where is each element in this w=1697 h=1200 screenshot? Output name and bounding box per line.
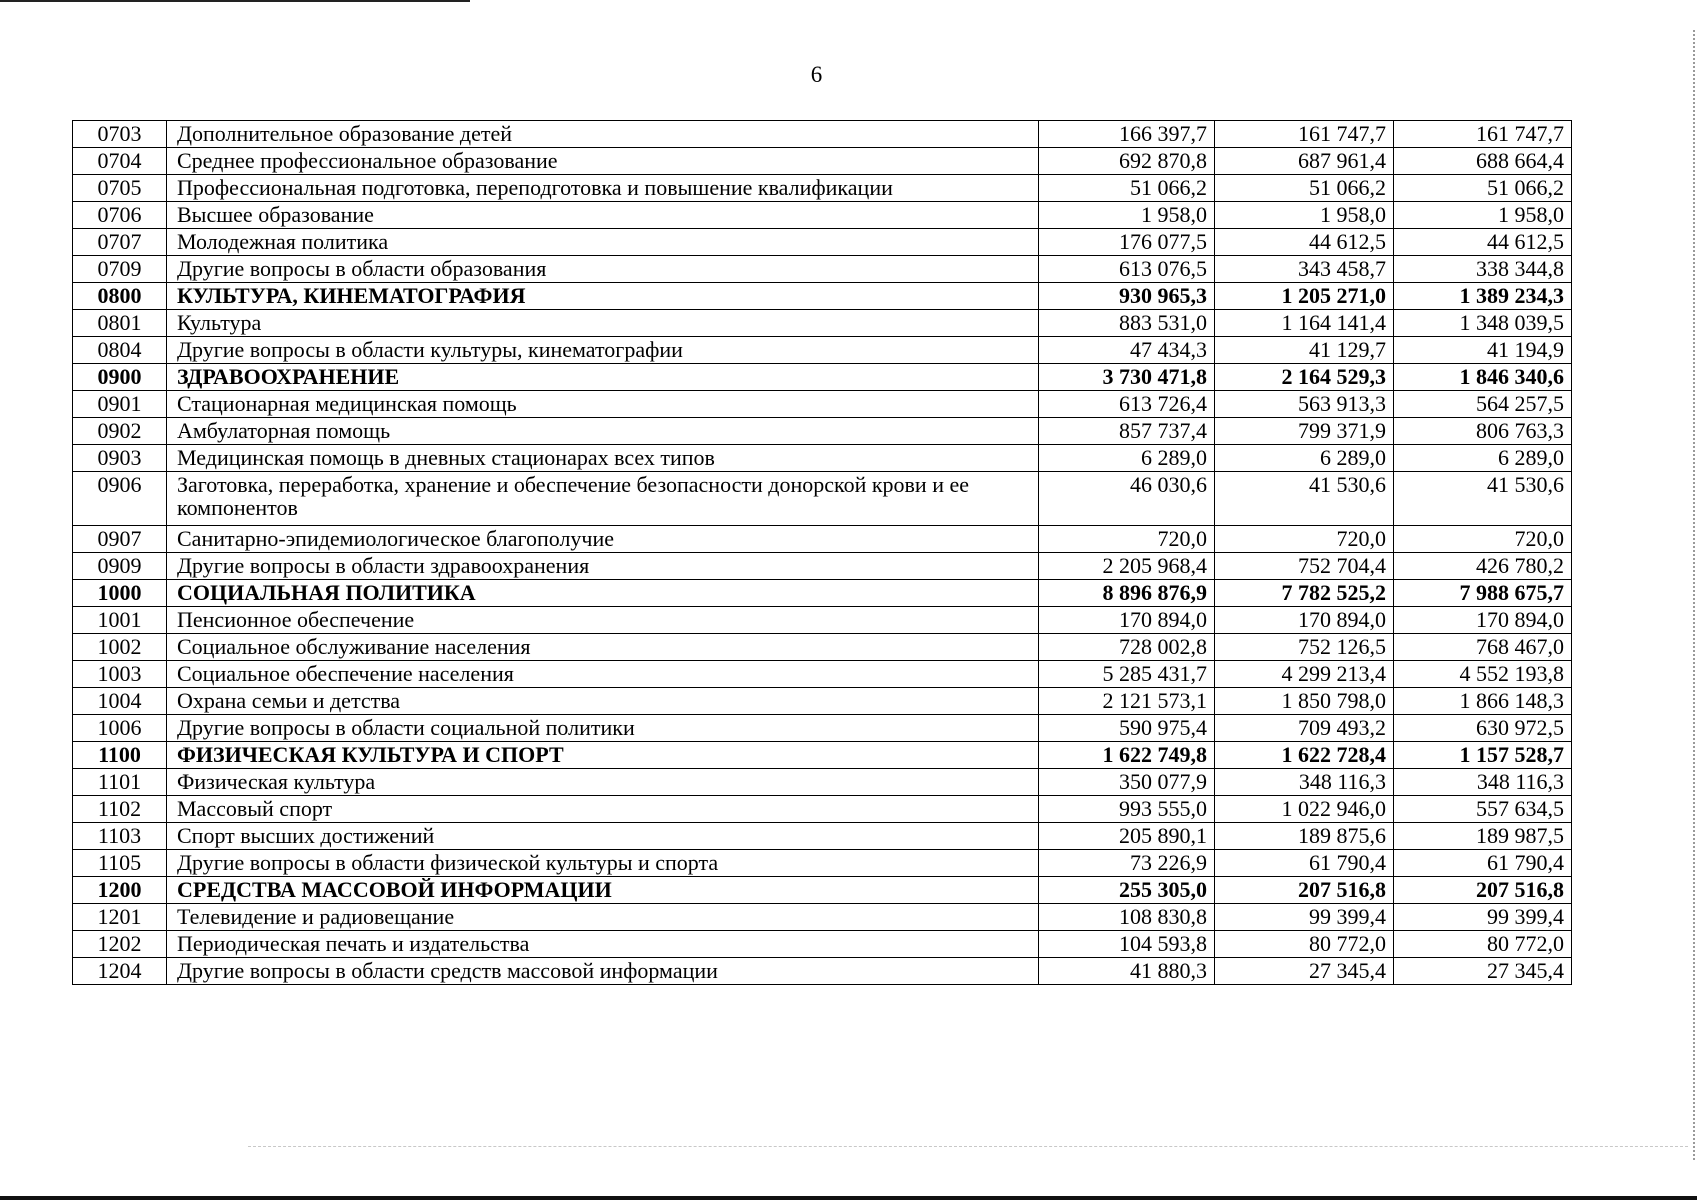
- table-row: [73, 202, 1572, 229]
- scan-edge-top: [0, 0, 470, 2]
- table-row: [73, 445, 1572, 472]
- cell-value-1: 857 737,4: [1039, 418, 1215, 445]
- cell-value-2: 1 622 728,4: [1215, 742, 1394, 769]
- cell-value-2: 61 790,4: [1215, 850, 1394, 877]
- cell-name: Пенсионное обеспечение: [167, 607, 1039, 634]
- cell-value-2: 170 894,0: [1215, 607, 1394, 634]
- budget-table-body: [73, 121, 1572, 985]
- cell-code: 1102: [73, 796, 167, 823]
- cell-value-3: 161 747,7: [1394, 121, 1572, 148]
- cell-value-1: 1 958,0: [1039, 202, 1215, 229]
- cell-code: 0902: [73, 418, 167, 445]
- cell-value-2: 720,0: [1215, 526, 1394, 553]
- cell-code: 1204: [73, 958, 167, 985]
- cell-value-2: 41 129,7: [1215, 337, 1394, 364]
- cell-value-3: 41 194,9: [1394, 337, 1572, 364]
- cell-name: КУЛЬТУРА, КИНЕМАТОГРАФИЯ: [167, 283, 1039, 310]
- cell-value-3: 4 552 193,8: [1394, 661, 1572, 688]
- cell-value-1: 8 896 876,9: [1039, 580, 1215, 607]
- cell-value-1: 3 730 471,8: [1039, 364, 1215, 391]
- cell-name: Амбулаторная помощь: [167, 418, 1039, 445]
- cell-value-1: 590 975,4: [1039, 715, 1215, 742]
- scan-edge-bottom: [0, 1196, 1697, 1200]
- table-row: [73, 769, 1572, 796]
- cell-value-1: 728 002,8: [1039, 634, 1215, 661]
- cell-code: 1200: [73, 877, 167, 904]
- cell-name: Профессиональная подготовка, переподготовка и повышение квалификации: [167, 175, 1039, 202]
- cell-code: 0706: [73, 202, 167, 229]
- table-row: [73, 229, 1572, 256]
- cell-value-2: 7 782 525,2: [1215, 580, 1394, 607]
- cell-value-2: 1 850 798,0: [1215, 688, 1394, 715]
- cell-value-1: 51 066,2: [1039, 175, 1215, 202]
- cell-name: Другие вопросы в области средств массовой информации: [167, 958, 1039, 985]
- table-row: [73, 553, 1572, 580]
- cell-value-1: 6 289,0: [1039, 445, 1215, 472]
- cell-value-3: 720,0: [1394, 526, 1572, 553]
- cell-value-1: 350 077,9: [1039, 769, 1215, 796]
- cell-value-3: 768 467,0: [1394, 634, 1572, 661]
- cell-value-1: 5 285 431,7: [1039, 661, 1215, 688]
- cell-value-2: 799 371,9: [1215, 418, 1394, 445]
- cell-code: 1202: [73, 931, 167, 958]
- cell-name: Периодическая печать и издательства: [167, 931, 1039, 958]
- cell-value-1: 104 593,8: [1039, 931, 1215, 958]
- cell-name: Заготовка, переработка, хранение и обеспечение безопасности донорской крови и ее компонентов: [167, 472, 1039, 526]
- cell-name: Спорт высших достижений: [167, 823, 1039, 850]
- cell-code: 1101: [73, 769, 167, 796]
- cell-value-2: 189 875,6: [1215, 823, 1394, 850]
- cell-value-2: 80 772,0: [1215, 931, 1394, 958]
- table-row: [73, 958, 1572, 985]
- table-row-section: [73, 283, 1572, 310]
- cell-value-2: 27 345,4: [1215, 958, 1394, 985]
- cell-value-2: 1 958,0: [1215, 202, 1394, 229]
- cell-value-1: 41 880,3: [1039, 958, 1215, 985]
- page-number: 6: [810, 62, 823, 87]
- cell-value-2: 709 493,2: [1215, 715, 1394, 742]
- cell-name: Другие вопросы в области культуры, кинематографии: [167, 337, 1039, 364]
- cell-value-1: 692 870,8: [1039, 148, 1215, 175]
- table-row: [73, 526, 1572, 553]
- cell-name: Дополнительное образование детей: [167, 121, 1039, 148]
- table-row: [73, 796, 1572, 823]
- cell-code: 0703: [73, 121, 167, 148]
- cell-value-3: 207 516,8: [1394, 877, 1572, 904]
- cell-value-3: 1 157 528,7: [1394, 742, 1572, 769]
- table-row: [73, 688, 1572, 715]
- cell-value-2: 41 530,6: [1215, 472, 1394, 526]
- cell-code: 0900: [73, 364, 167, 391]
- cell-value-3: 41 530,6: [1394, 472, 1572, 526]
- cell-value-3: 1 389 234,3: [1394, 283, 1572, 310]
- cell-value-3: 426 780,2: [1394, 553, 1572, 580]
- cell-value-2: 687 961,4: [1215, 148, 1394, 175]
- cell-name: Стационарная медицинская помощь: [167, 391, 1039, 418]
- cell-value-1: 613 076,5: [1039, 256, 1215, 283]
- cell-value-1: 166 397,7: [1039, 121, 1215, 148]
- cell-value-3: 7 988 675,7: [1394, 580, 1572, 607]
- cell-code: 1105: [73, 850, 167, 877]
- cell-code: 0705: [73, 175, 167, 202]
- cell-value-3: 80 772,0: [1394, 931, 1572, 958]
- cell-code: 0901: [73, 391, 167, 418]
- cell-value-3: 1 348 039,5: [1394, 310, 1572, 337]
- table-row: [73, 715, 1572, 742]
- cell-value-1: 993 555,0: [1039, 796, 1215, 823]
- cell-value-1: 46 030,6: [1039, 472, 1215, 526]
- scan-edge-right: [1693, 30, 1697, 1160]
- cell-value-2: 6 289,0: [1215, 445, 1394, 472]
- table-row: [73, 823, 1572, 850]
- cell-name: ФИЗИЧЕСКАЯ КУЛЬТУРА И СПОРТ: [167, 742, 1039, 769]
- cell-value-3: 564 257,5: [1394, 391, 1572, 418]
- cell-code: 0907: [73, 526, 167, 553]
- cell-code: 0707: [73, 229, 167, 256]
- cell-code: 1103: [73, 823, 167, 850]
- cell-code: 1201: [73, 904, 167, 931]
- cell-value-2: 752 704,4: [1215, 553, 1394, 580]
- cell-name: Культура: [167, 310, 1039, 337]
- table-row: [73, 121, 1572, 148]
- cell-code: 0906: [73, 472, 167, 526]
- cell-value-3: 1 846 340,6: [1394, 364, 1572, 391]
- cell-value-2: 4 299 213,4: [1215, 661, 1394, 688]
- cell-value-2: 44 612,5: [1215, 229, 1394, 256]
- table-row-section: [73, 364, 1572, 391]
- cell-value-1: 883 531,0: [1039, 310, 1215, 337]
- cell-code: 1100: [73, 742, 167, 769]
- cell-value-2: 99 399,4: [1215, 904, 1394, 931]
- cell-value-3: 630 972,5: [1394, 715, 1572, 742]
- table-row: [73, 256, 1572, 283]
- cell-value-2: 207 516,8: [1215, 877, 1394, 904]
- cell-name: Другие вопросы в области образования: [167, 256, 1039, 283]
- cell-value-1: 255 305,0: [1039, 877, 1215, 904]
- scan-artifact-line: [248, 1146, 1688, 1147]
- table-row: [73, 337, 1572, 364]
- cell-value-3: 27 345,4: [1394, 958, 1572, 985]
- table-row: [73, 634, 1572, 661]
- cell-name: Другие вопросы в области социальной политики: [167, 715, 1039, 742]
- table-row: [73, 148, 1572, 175]
- cell-name: Высшее образование: [167, 202, 1039, 229]
- table-row: [73, 175, 1572, 202]
- cell-value-3: 338 344,8: [1394, 256, 1572, 283]
- cell-name: Другие вопросы в области физической культуры и спорта: [167, 850, 1039, 877]
- cell-code: 1000: [73, 580, 167, 607]
- cell-value-3: 557 634,5: [1394, 796, 1572, 823]
- cell-value-2: 161 747,7: [1215, 121, 1394, 148]
- cell-code: 1006: [73, 715, 167, 742]
- cell-value-1: 2 205 968,4: [1039, 553, 1215, 580]
- cell-value-2: 563 913,3: [1215, 391, 1394, 418]
- cell-value-1: 930 965,3: [1039, 283, 1215, 310]
- cell-name: ЗДРАВООХРАНЕНИЕ: [167, 364, 1039, 391]
- cell-code: 0709: [73, 256, 167, 283]
- cell-name: Социальное обеспечение населения: [167, 661, 1039, 688]
- cell-value-1: 2 121 573,1: [1039, 688, 1215, 715]
- cell-value-2: 343 458,7: [1215, 256, 1394, 283]
- cell-value-1: 1 622 749,8: [1039, 742, 1215, 769]
- cell-name: Молодежная политика: [167, 229, 1039, 256]
- table-row: [73, 418, 1572, 445]
- cell-value-1: 170 894,0: [1039, 607, 1215, 634]
- table-row-section: [73, 580, 1572, 607]
- cell-value-3: 688 664,4: [1394, 148, 1572, 175]
- cell-value-3: 1 866 148,3: [1394, 688, 1572, 715]
- cell-name: Физическая культура: [167, 769, 1039, 796]
- table-row: [73, 391, 1572, 418]
- table-row: [73, 472, 1572, 526]
- cell-value-1: 613 726,4: [1039, 391, 1215, 418]
- cell-value-2: 752 126,5: [1215, 634, 1394, 661]
- cell-value-1: 47 434,3: [1039, 337, 1215, 364]
- table-row-section: [73, 877, 1572, 904]
- cell-value-1: 205 890,1: [1039, 823, 1215, 850]
- table-row: [73, 607, 1572, 634]
- cell-code: 0704: [73, 148, 167, 175]
- table-row: [73, 850, 1572, 877]
- cell-value-1: 108 830,8: [1039, 904, 1215, 931]
- cell-name: Массовый спорт: [167, 796, 1039, 823]
- cell-code: 0804: [73, 337, 167, 364]
- cell-code: 1002: [73, 634, 167, 661]
- cell-value-2: 1 022 946,0: [1215, 796, 1394, 823]
- cell-name: Охрана семьи и детства: [167, 688, 1039, 715]
- cell-value-1: 720,0: [1039, 526, 1215, 553]
- cell-value-1: 176 077,5: [1039, 229, 1215, 256]
- cell-code: 0903: [73, 445, 167, 472]
- cell-name: СОЦИАЛЬНАЯ ПОЛИТИКА: [167, 580, 1039, 607]
- cell-name: Другие вопросы в области здравоохранения: [167, 553, 1039, 580]
- table-row: [73, 931, 1572, 958]
- cell-value-2: 51 066,2: [1215, 175, 1394, 202]
- table-row: [73, 661, 1572, 688]
- cell-value-1: 73 226,9: [1039, 850, 1215, 877]
- cell-name: Медицинская помощь в дневных стационарах всех типов: [167, 445, 1039, 472]
- cell-value-3: 189 987,5: [1394, 823, 1572, 850]
- cell-value-3: 348 116,3: [1394, 769, 1572, 796]
- cell-code: 1001: [73, 607, 167, 634]
- cell-code: 0801: [73, 310, 167, 337]
- cell-value-2: 2 164 529,3: [1215, 364, 1394, 391]
- cell-value-2: 1 205 271,0: [1215, 283, 1394, 310]
- cell-value-2: 1 164 141,4: [1215, 310, 1394, 337]
- cell-value-2: 348 116,3: [1215, 769, 1394, 796]
- cell-name: Социальное обслуживание населения: [167, 634, 1039, 661]
- cell-value-3: 170 894,0: [1394, 607, 1572, 634]
- table-row: [73, 904, 1572, 931]
- cell-name: Санитарно-эпидемиологическое благополучие: [167, 526, 1039, 553]
- cell-name: СРЕДСТВА МАССОВОЙ ИНФОРМАЦИИ: [167, 877, 1039, 904]
- cell-value-3: 51 066,2: [1394, 175, 1572, 202]
- cell-value-3: 99 399,4: [1394, 904, 1572, 931]
- cell-code: 0800: [73, 283, 167, 310]
- cell-value-3: 6 289,0: [1394, 445, 1572, 472]
- cell-code: 0909: [73, 553, 167, 580]
- cell-value-3: 806 763,3: [1394, 418, 1572, 445]
- cell-code: 1003: [73, 661, 167, 688]
- cell-code: 1004: [73, 688, 167, 715]
- cell-value-3: 1 958,0: [1394, 202, 1572, 229]
- cell-name: Телевидение и радиовещание: [167, 904, 1039, 931]
- cell-name: Среднее профессиональное образование: [167, 148, 1039, 175]
- table-row: [73, 310, 1572, 337]
- cell-value-3: 61 790,4: [1394, 850, 1572, 877]
- table-row-section: [73, 742, 1572, 769]
- cell-value-3: 44 612,5: [1394, 229, 1572, 256]
- budget-table: [72, 120, 1572, 985]
